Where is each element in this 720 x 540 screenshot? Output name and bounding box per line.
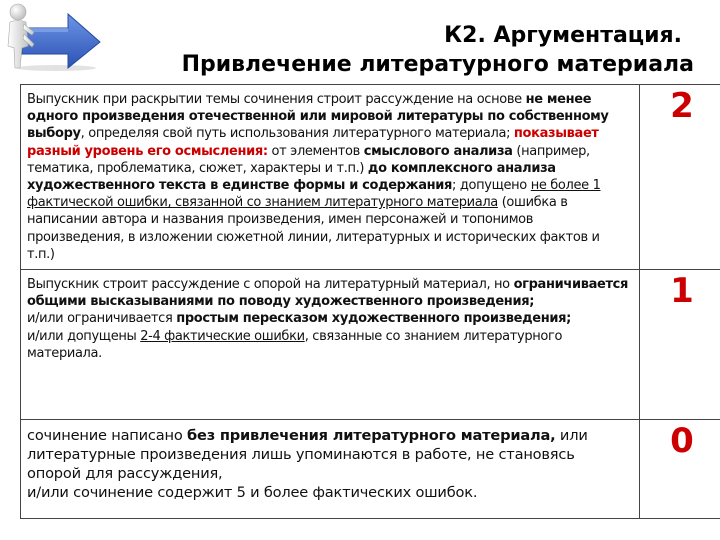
description-text: не более 1 фактической ошибки, связанной со знанием литературного материала xyxy=(27,178,601,211)
description-text: до комплексного анализа художественного текста в единстве формы и содержания xyxy=(27,160,556,194)
description-text: , связанные со знанием литературного материала. xyxy=(27,328,563,361)
criteria-table xyxy=(20,84,720,519)
score-value: 0 xyxy=(670,421,694,462)
title-line-1: К2. Аргументация. xyxy=(444,23,682,48)
description-text: смыслового анализа xyxy=(363,143,513,159)
score-value: 2 xyxy=(670,86,694,126)
description-text: показывает разный уровень его осмысления: xyxy=(27,126,599,159)
description-text: простым пересказом художественного произведения; xyxy=(176,311,571,327)
description-text: Выпускник при раскрытии темы сочинения строит рассуждение на основе xyxy=(27,92,526,107)
criteria-description xyxy=(21,85,640,270)
criteria-description xyxy=(21,420,640,519)
score-cell xyxy=(640,420,720,519)
description-text: и/или ограничивается xyxy=(27,311,177,327)
score-value: 1 xyxy=(670,271,694,312)
criteria-row xyxy=(21,85,720,270)
score-cell xyxy=(640,85,720,270)
description-text: ; допущено xyxy=(452,178,531,194)
description-text: или литературные произведения лишь упоминаются в работе, не становясь опорой для рассуждения, xyxy=(27,427,588,483)
criteria-row xyxy=(21,420,720,519)
description-text: без привлечения литературного материала, xyxy=(187,427,556,445)
description-text: 2-4 фактические ошибки xyxy=(140,328,305,344)
title-line-2: Привлечение литературного материала xyxy=(181,51,694,77)
description-text: (ошибка в написании автора и названия произведения, имен персонажей и топонимов произведения, в изложении сюжетной линии, литературных и исторических фактов и т.п.) xyxy=(27,195,600,262)
description-text: и/или сочинение содержит 5 и более фактических ошибок. xyxy=(27,484,478,502)
description-text: от элементов xyxy=(267,143,364,159)
person-pushing-arrow-icon xyxy=(2,2,106,72)
description-text: не менее одного произведения отечественной или мировой литературы по собственному выбору xyxy=(27,92,609,142)
description-text: (например, тематика, проблематика, сюжет, характеры и т.п.) xyxy=(27,143,590,176)
page-title xyxy=(94,22,694,79)
criteria-row xyxy=(21,270,720,420)
description-text: ограничивается общими высказываниями по поводу художественного произведения; xyxy=(27,277,629,310)
description-text: , определяя свой путь использования литературного материала; xyxy=(80,126,514,142)
criteria-description xyxy=(21,270,640,420)
score-cell xyxy=(640,270,720,420)
description-text: Выпускник строит рассуждение с опорой на литературный материал, но xyxy=(27,277,514,293)
description-text: сочинение написано xyxy=(27,427,188,445)
description-text: и/или допущены xyxy=(27,328,141,344)
